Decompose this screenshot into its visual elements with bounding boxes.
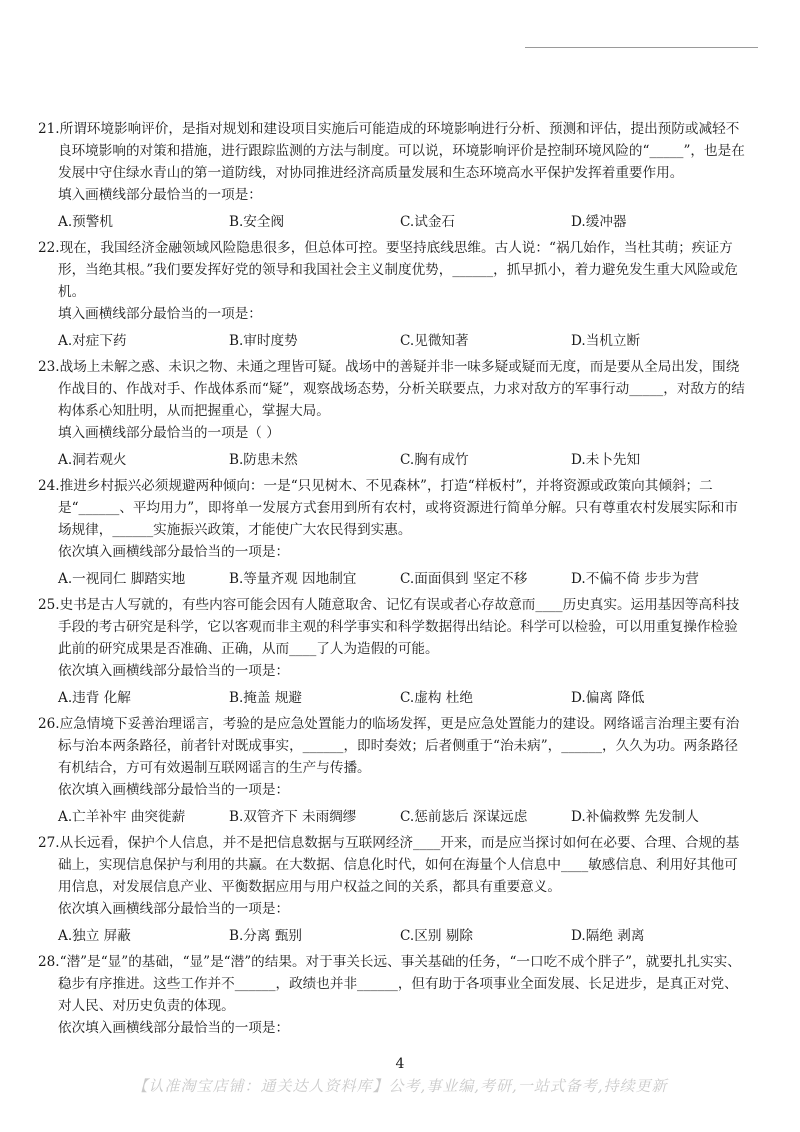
option-row	[58, 806, 746, 828]
question-number: 22.	[38, 240, 60, 256]
option-d[interactable]: D.当机立断	[571, 333, 641, 349]
question-22	[38, 237, 746, 352]
option-b[interactable]: B.防患未然	[229, 452, 298, 468]
question-stem: 史书是古人写就的，有些内容可能会因有人随意取舍、记忆有误或者心存故意而____历史真实。运用基因等高科技手段的考古研究是科学，它以客观而非主观的科学事实和科学数据得出结论。科学可以检验，可以用重复操作检验此前的研究成果是否准确、正确，从而____了人为造假的可能。	[58, 597, 740, 657]
option-a[interactable]: A.对症下药	[58, 333, 127, 349]
question-stem: 从长远看，保护个人信息，并不是把信息数据与互联网经济____开来，而是应当探讨如何在必要、合理、合规的基础上，实现信息保护与利用的共赢。在大数据、信息化时代，如何在海量个人信息中____敏感信息、利用好其他可用信息，对发展信息产业、平衡数据应用与用户权益之间的关系，都具有重要意义。	[58, 835, 740, 895]
question-prompt: 填入画横线部分最恰当的一项是（ ）	[58, 425, 280, 441]
question-21	[38, 118, 746, 233]
question-prompt: 依次填入画横线部分最恰当的一项是：	[58, 782, 290, 798]
option-d[interactable]: D.未卜先知	[571, 452, 641, 468]
option-row	[58, 330, 746, 352]
question-25	[38, 594, 746, 709]
question-23	[38, 356, 746, 471]
option-d[interactable]: D.补偏救弊 先发制人	[571, 809, 699, 825]
option-a[interactable]: A.洞若观火	[58, 452, 127, 468]
option-row	[58, 687, 746, 709]
question-list	[38, 118, 746, 1039]
question-number: 27.	[38, 835, 60, 851]
question-number: 26.	[38, 716, 60, 732]
option-a[interactable]: A.独立 屏蔽	[58, 928, 131, 944]
question-number: 21.	[38, 121, 60, 137]
option-row	[58, 925, 746, 947]
page-number: 4	[395, 1056, 405, 1072]
option-c[interactable]: C.见微知著	[400, 333, 469, 349]
option-d[interactable]: D.不偏不倚 步步为营	[571, 571, 699, 587]
question-27	[38, 832, 746, 947]
option-d[interactable]: D.隔绝 剥离	[571, 928, 645, 944]
option-a[interactable]: A.预警机	[58, 214, 113, 230]
option-b[interactable]: B.等量齐观 因地制宜	[229, 571, 357, 587]
question-number: 25.	[38, 597, 60, 613]
question-prompt: 依次填入画横线部分最恰当的一项是：	[58, 544, 290, 560]
option-row	[58, 211, 746, 233]
question-28	[38, 951, 746, 1039]
option-a[interactable]: A.一视同仁 脚踏实地	[58, 571, 186, 587]
option-row	[58, 568, 746, 590]
question-26	[38, 713, 746, 828]
question-prompt: 依次填入画横线部分最恰当的一项是：	[58, 663, 290, 679]
question-prompt: 依次填入画横线部分最恰当的一项是：	[58, 901, 290, 917]
question-prompt: 填入画横线部分最恰当的一项是：	[58, 306, 262, 322]
question-number: 23.	[38, 359, 60, 375]
option-b[interactable]: B.掩盖 规避	[229, 690, 303, 706]
question-number: 24.	[38, 478, 60, 494]
question-prompt: 填入画横线部分最恰当的一项是：	[58, 187, 262, 203]
question-stem: 推进乡村振兴必须规避两种倾向：一是“只见树木、不见森林”，打造“样板村”，并将资源或政策向其倾斜；二是“______、平均用力”，即将单一发展方式套用到所有农村，或将资源进行简单分解。只有尊重农村发展实际和市场规律，______实施振兴政策，才能使广大农民得到实惠。	[58, 478, 738, 538]
option-c[interactable]: C.区别 剔除	[400, 928, 473, 944]
option-b[interactable]: B.分离 甄别	[229, 928, 303, 944]
option-d[interactable]: D.偏离 降低	[571, 690, 645, 706]
header-rule	[525, 47, 758, 48]
option-a[interactable]: A.违背 化解	[58, 690, 131, 706]
option-c[interactable]: C.面面俱到 坚定不移	[400, 571, 528, 587]
option-d[interactable]: D.缓冲器	[571, 214, 627, 230]
question-stem: 所谓环境影响评价，是指对规划和建设项目实施后可能造成的环境影响进行分析、预测和评估，提出预防或减轻不良环境影响的对策和措施，进行跟踪监测的方法与制度。可以说，环境影响评价是控制环境风险的“_____”，也是在发展中守住绿水青山的第一道防线，对协同推进经济高质量发展和生态环境高水平保护发挥着重要作用。	[58, 121, 745, 181]
option-c[interactable]: C.惩前毖后 深谋远虑	[400, 809, 528, 825]
option-b[interactable]: B.双管齐下 未雨绸缪	[229, 809, 357, 825]
watermark-text: 【认准淘宝店铺：通关达人资料库】公考,事业编,考研,一站式备考,持续更新	[132, 1077, 668, 1095]
option-c[interactable]: C.虚构 杜绝	[400, 690, 473, 706]
question-number: 28.	[38, 954, 60, 970]
question-stem: 应急情境下妥善治理谣言，考验的是应急处置能力的临场发挥，更是应急处置能力的建设。网络谣言治理主要有治标与治本两条路径，前者针对既成事实，______，即时奏效；后者侧重于“治未病”，______，久久为功。两条路径有机结合，方可有效遏制互联网谣言的生产与传播。	[58, 716, 740, 776]
option-b[interactable]: B.审时度势	[229, 333, 298, 349]
question-stem: 战场上未解之惑、未识之物、未通之理皆可疑。战场中的善疑并非一味多疑或疑而无度，而是要从全局出发，围绕作战目的、作战对手、作战体系而“疑”，观察战场态势，分析关联要点，力求对敌方的军事行动_____，对敌方的结构体系心知肚明，从而把握重心，掌握大局。	[58, 359, 745, 419]
question-stem: “潜”是“显”的基础，“显”是“潜”的结果。对于事关长远、事关基础的任务，“一口吃不成个胖子”，就要扎扎实实、稳步有序推进。这些工作并不______，政绩也并非______，但有助于各项事业全面发展、长足进步，是真正对党、对人民、对历史负责的体现。	[58, 954, 741, 1014]
option-c[interactable]: C.试金石	[400, 214, 456, 230]
question-24	[38, 475, 746, 590]
question-stem: 现在，我国经济金融领域风险隐患很多，但总体可控。要坚持底线思维。古人说：“祸几始作，当杜其萌；疾证方形，当绝其根。”我们要发挥好党的领导和我国社会主义制度优势，______，抓早抓小，着力避免发生重大风险或危机。	[58, 240, 738, 300]
question-prompt: 依次填入画横线部分最恰当的一项是：	[58, 1020, 290, 1036]
option-row	[58, 449, 746, 471]
option-b[interactable]: B.安全阀	[229, 214, 285, 230]
option-a[interactable]: A.亡羊补牢 曲突徙薪	[58, 809, 186, 825]
option-c[interactable]: C.胸有成竹	[400, 452, 469, 468]
